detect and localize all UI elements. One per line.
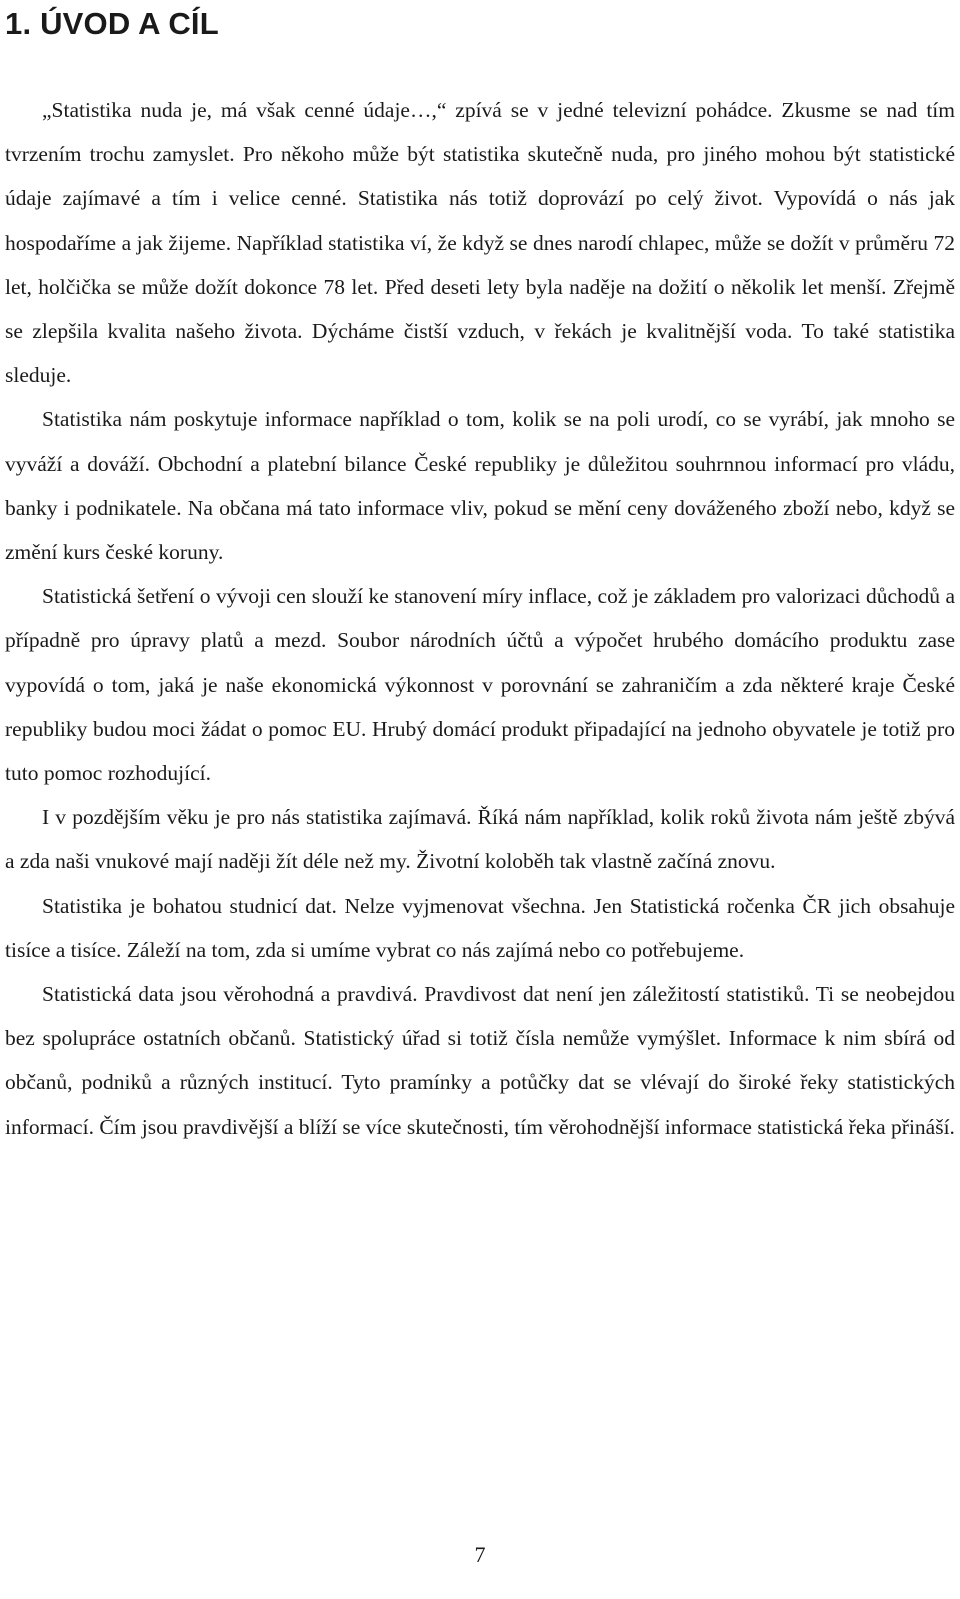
paragraph: „Statistika nuda je, má však cenné údaje…,“ zpívá se v jedné televizní pohádce. Zkusme se nad tím tvrzením trochu zamyslet. Pro někoho může být statistika skutečně nuda, pro jiného mohou být statistické údaje zajímavé a tím i velice cenné. Statistika nás totiž doprovází po celý život. Vypovídá o nás jak hospodaříme a jak žijeme. Například statistika ví, že když se dnes narodí chlapec, může se dožít v průměru 72 let, holčička se může dožít dokonce 78 let. Před deseti lety byla naděje na dožití o několik let menší. Zřejmě se zlepšila kvalita našeho života. Dýcháme čistší vzduch, v řekách je kvalitnější voda. To také statistika sleduje. (5, 98, 955, 388)
paragraph: I v pozdějším věku je pro nás statistika zajímavá. Říká nám například, kolik roků života nám ještě zbývá a zda naši vnukové mají naději žít déle než my. Životní koloběh tak vlastně začíná znovu. (5, 805, 955, 874)
paragraph: Statistická šetření o vývoji cen slouží ke stanovení míry inflace, což je základem pro valorizaci důchodů a případně pro úpravy platů a mezd. Soubor národních účtů a výpočet hrubého domácího produktu zase vypovídá o tom, jaká je naše ekonomická výkonnost v porovnání se zahraničím a zda některé kraje České republiky budou moci žádat o pomoc EU. Hrubý domácí produkt připadající na jednoho obyvatele je totiž pro tuto pomoc rozhodující. (5, 584, 955, 786)
paragraph: Statistická data jsou věrohodná a pravdivá. Pravdivost dat není jen záležitostí statistiků. Ti se neobejdou bez spolupráce ostatních občanů. Statistický úřad si totiž čísla nemůže vymýšlet. Informace k nim sbírá od občanů, podniků a různých institucí. Tyto pramínky a potůčky dat se vlévají do široké řeky statistických informací. Čím jsou pravdivější a blíží se více skutečnosti, tím věrohodnější informace statistická řeka přináší. (5, 982, 955, 1139)
page-title: 1. ÚVOD A CÍL (5, 6, 219, 41)
paragraph: Statistika je bohatou studnicí dat. Nelze vyjmenovat všechna. Jen Statistická ročenka ČR jich obsahuje tisíce a tisíce. Záleží na tom, zda si umíme vybrat co nás zajímá nebo co potřebujeme. (5, 893, 955, 962)
paragraph: Statistika nám poskytuje informace například o tom, kolik se na poli urodí, co se vyrábí, jak mnoho se vyváží a dováží. Obchodní a platební bilance České republiky je důležitou souhrnnou informací pro vládu, banky i podnikatele. Na občana má tato informace vliv, pokud se mění ceny dováženého zboží nebo, když se změní kurs české koruny. (5, 407, 955, 565)
document-body (5, 88, 955, 1149)
page-number: 7 (474, 1542, 486, 1567)
